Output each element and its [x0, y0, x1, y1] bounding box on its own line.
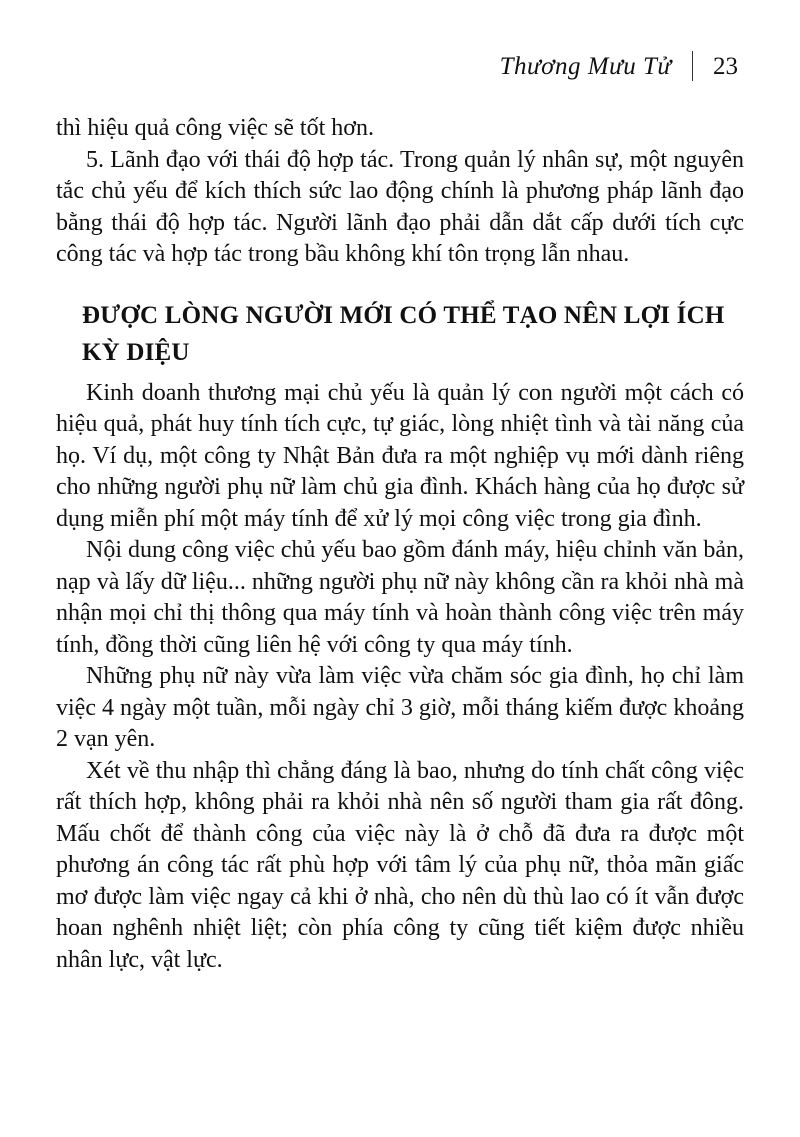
paragraph: Kinh doanh thương mại chủ yếu là quản lý con người một cách có hiệu quả, phát huy tính tích cực, tự giác, lòng nhiệt tình và tài năng của họ. Ví dụ, một công ty Nhật Bản đưa ra một nghiệp vụ mới dành riêng cho những người phụ nữ làm chủ gia đình. Khách hàng của họ được sử dụng miễn phí một máy tính để xử lý mọi công việc trong gia đình. — [56, 379, 744, 532]
paragraph: 5. Lãnh đạo với thái độ hợp tác. Trong quản lý nhân sự, một nguyên tắc chủ yếu để kích thích sức lao động chính là phương pháp lãnh đạo bằng thái độ hợp tác. Người lãnh đạo phải dẫn dắt cấp dưới tích cực công tác và hợp tác trong bầu không khí tôn trọng lẫn nhau. — [56, 146, 744, 268]
paragraph: Xét về thu nhập thì chẳng đáng là bao, nhưng do tính chất công việc rất thích hợp, không phải ra khỏi nhà nên số người tham gia rất đông. Mấu chốt để thành công của việc này là ở chỗ đã đưa ra được một phương án công tác rất phù hợp với tâm lý của phụ nữ, thỏa mãn giấc mơ được làm việc ngay cả khi ở nhà, cho nên dù thù lao có ít vẫn được hoan nghênh nhiệt liệt; còn phía công ty cũng tiết kiệm được nhiều nhân lực, vật lực. — [56, 757, 744, 973]
paragraph: Nội dung công việc chủ yếu bao gồm đánh máy, hiệu chỉnh văn bản, nạp và lấy dữ liệu... những người phụ nữ này không cần ra khỏi nhà mà nhận mọi chỉ thị thông qua máy tính và hoàn thành công việc trên máy tính, đồng thời cũng liên hệ với công ty qua máy tính. — [56, 537, 744, 658]
page-number: 23 — [713, 53, 738, 80]
section-heading: ĐƯỢC LÒNG NGƯỜI MỚI CÓ THỂ TẠO NÊN LỢI ÍCH KỲ DIỆU — [82, 301, 725, 366]
paragraph-continuation: thì hiệu quả công việc sẽ tốt hơn. — [56, 115, 374, 142]
book-title: Thương Mưu Tử — [499, 53, 672, 80]
header-divider — [692, 51, 693, 81]
paragraph: Những phụ nữ này vừa làm việc vừa chăm sóc gia đình, họ chỉ làm việc 4 ngày một tuần, mỗi ngày chỉ 3 giờ, mỗi tháng kiếm được khoảng 2 vạn yên. — [56, 663, 744, 753]
running-header — [0, 0, 800, 83]
page-body — [56, 113, 744, 976]
